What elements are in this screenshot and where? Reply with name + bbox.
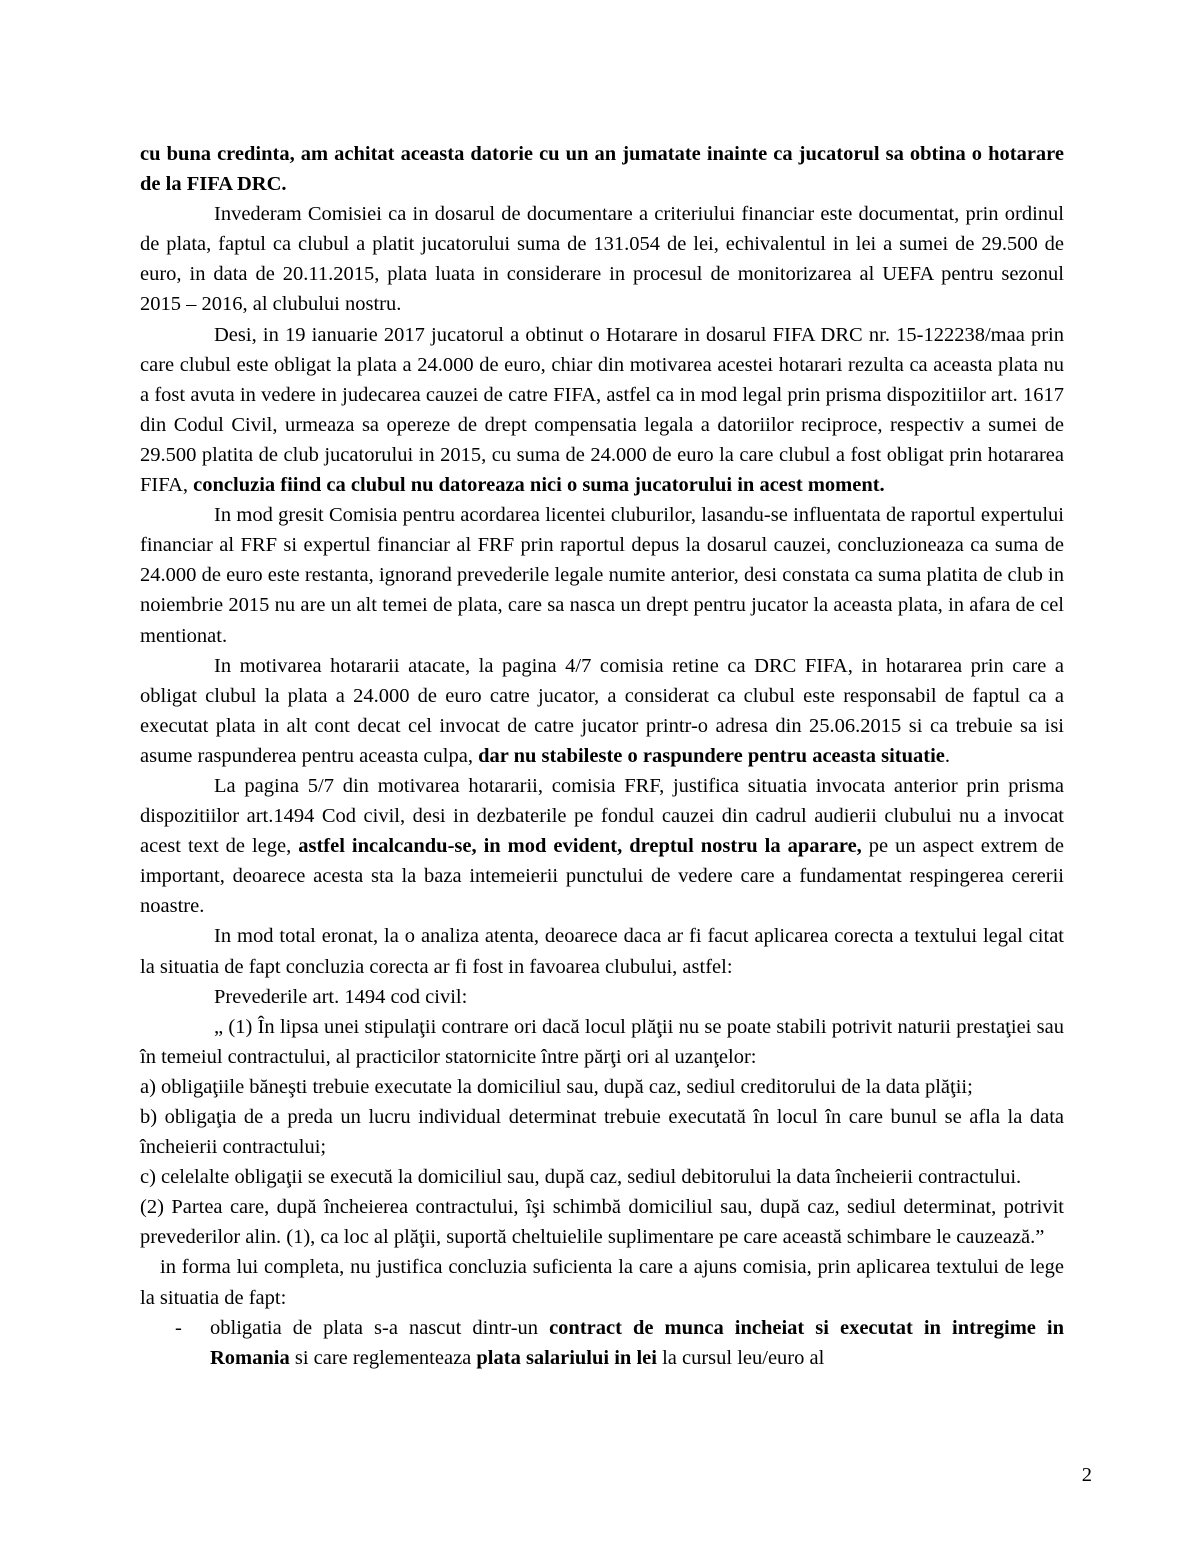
paragraph-continuation: cu buna credinta, am achitat aceasta datorie cu un an jumatate inainte ca jucatorul sa obtina o hotarare de la FIFA DRC. (140, 143, 1064, 196)
quote-paragraph-2: (2) Partea care, după încheierea contractului, îşi schimbă domiciliul sau, după caz, sediul determinat, potrivit prevederilor alin. (1), ca loc al plăţii, suportă cheltuielile suplimentare pe care această schimbare le cauzează.” (140, 1196, 1064, 1249)
bullet-dash-marker: - (175, 1316, 182, 1339)
quote-paragraph-1: „ (1) În lipsa unei stipulaţii contrare ori dacă locul plăţii nu se poate stabili potrivit naturii prestaţiei sau în temeiul contractului, al practicilor statornicite între părţi ori al uzanţelor: (140, 1015, 1064, 1068)
page-body (140, 139, 1064, 1373)
paragraph-mod-gresit: In mod gresit Comisia pentru acordarea licentei cluburilor, lasandu-se influentata de raportul expertului financiar al FRF si expertul financiar al FRF prin raportul depus la dosarul cauzei, concluzioneaza ca suma de 24.000 de euro este restanta, ignorand prevederile legale numite anterior, desi constata ca suma platita de club in noiembrie 2015 nu are un alt temei de plata, care sa nasca un drept pentru jucator la aceasta plata, in afara de cel mentionat. (140, 504, 1064, 647)
paragraph-invederam: Invederam Comisiei ca in dosarul de documentare a criteriului financiar este documentat, prin ordinul de plata, faptul ca clubul a platit jucatorului suma de 131.054 de lei, echivalentul in lei a sumei de 29.500 de euro, in data de 20.11.2015, plata luata in considerare in procesul de monitorizarea al UEFA pentru sezonul 2015 – 2016, al clubului nostru. (140, 203, 1064, 316)
paragraph-desi-emphasis: concluzia fiind ca clubul nu datoreaza nici o suma jucatorului in acest moment. (193, 474, 885, 497)
quote-clause-a: a) obligaţiile băneşti trebuie executate la domiciliul sau, după caz, sediul creditorului de la data plăţii; (140, 1075, 973, 1098)
paragraph-prevederile-heading: Prevederile art. 1494 cod civil: (214, 985, 468, 1008)
paragraph-desi (140, 320, 1064, 501)
list-item-text-tail: la cursul leu/euro al (656, 1346, 825, 1369)
paragraph-motivarea-tail: . (944, 744, 950, 767)
paragraph-pagina-57-tail: pe un aspect extrem de important, deoarece acesta sta la baza intemeierii punctului de vedere care a fundamentat respingerea cererii noastre. (140, 835, 1064, 918)
page-number: 2 (1081, 1463, 1092, 1486)
list-item-emphasis-contract: contract de munca incheiat si executat in intregime in Romania (210, 1316, 1065, 1369)
paragraph-pagina-57-emphasis: astfel incalcandu-se, in mod evident, dreptul nostru la aparare, (298, 835, 862, 858)
list-item-text: obligatia de plata s-a nascut dintr-un (210, 1316, 550, 1339)
paragraph-motivarea-emphasis: dar nu stabileste o raspundere pentru aceasta situatie (478, 744, 945, 767)
list-item-emphasis-salariu: plata salariului in lei (476, 1346, 657, 1369)
paragraph-desi-text: Desi, in 19 ianuarie 2017 jucatorul a obtinut o Hotarare in dosarul FIFA DRC nr. 15-122238/maa prin care clubul este obligat la plata a 24.000 de euro, chiar din motivarea acestei hotarari rezulta ca aceasta plata nu a fost avuta in vedere in judecarea cauzei de catre FIFA, astfel ca in mod legal prin prisma dispozitiilor art. 1617 din Codul Civil, urmeaza sa opereze de drept compensatia legala a datoriilor reciproce, respectiv a sumei de 29.500 platita de club jucatorului in 2015, cu suma de 24.000 de euro la care clubul a fost obligat prin hotararea FIFA, (140, 323, 1064, 497)
paragraph-pagina-57-text: La pagina 5/7 din motivarea hotararii, comisia FRF, justifica situatia invocata anterior prin prisma dispozitiilor art.1494 Cod civil, desi in dezbaterile pe fondul cauzei din cadrul audierii clubului nu a invocat acest text de lege, (140, 774, 1064, 858)
paragraph-motivarea-text: In motivarea hotararii atacate, la pagina 4/7 comisia retine ca DRC FIFA, in hotararea prin care a obligat clubul la plata a 24.000 de euro catre jucator, a considerat ca clubul este responsabil de faptul ca a executat plata in alt cont decat cel invocat de catre jucator printr-o adresa din 25.06.2015 si ca trebuie sa isi asume raspunderea pentru aceasta culpa, (140, 654, 1064, 767)
paragraph-pagina-57 (140, 771, 1064, 921)
paragraph-motivarea (140, 651, 1064, 771)
list-item-obligatia-de-plata (140, 1313, 1064, 1373)
quote-clause-c: c) celelalte obligaţii se execută la domiciliul sau, după caz, sediul debitorului la data încheierii contractului. (140, 1166, 1022, 1189)
quote-clause-b: b) obligaţia de a preda un lucru individual determinat trebuie executată în locul în care bunul se afla la data încheierii contractului; (140, 1106, 1064, 1159)
paragraph-in-forma-completa: in forma lui completa, nu justifica concluzia suficienta la care a ajuns comisia, prin aplicarea textului de lege la situatia de fapt: (140, 1256, 1064, 1309)
list-item-text-middle: si care reglementeaza (289, 1346, 477, 1369)
paragraph-mod-total-eronat: In mod total eronat, la o analiza atenta, deoarece daca ar fi facut aplicarea corecta a textului legal citat la situatia de fapt concluzia corecta ar fi fost in favoarea clubului, astfel: (140, 925, 1064, 978)
